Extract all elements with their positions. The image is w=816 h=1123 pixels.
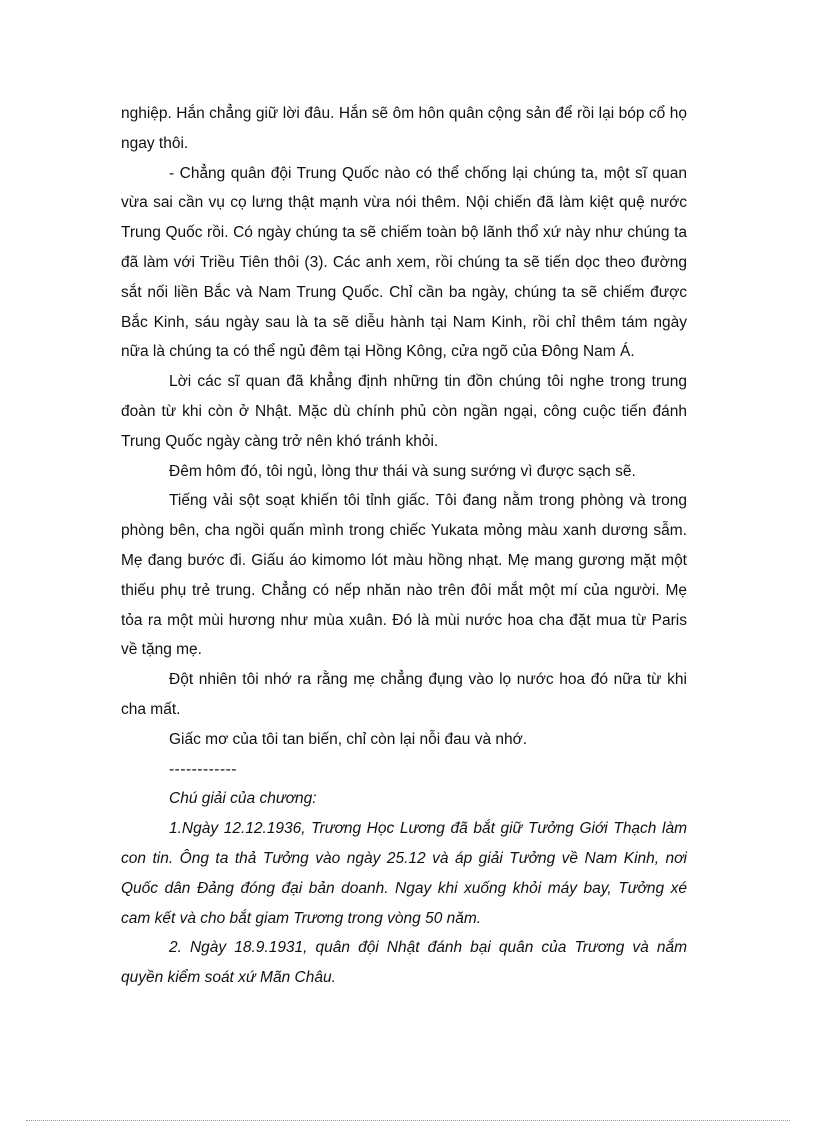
paragraph-continuation: nghiệp. Hắn chẳng giữ lời đâu. Hắn sẽ ôm hôn quân cộng sản để rồi lại bóp cổ họ ngay thôi. [121, 105, 687, 152]
paragraph-officer-speech: - Chẳng quân đội Trung Quốc nào có thể chống lại chúng ta, một sĩ quan vừa sai cần vụ cọ lưng thật mạnh vừa nói thêm. Nội chiến đã làm kiệt quệ nước Trung Quốc rồi. Có ngày chúng ta sẽ chiếm toàn bộ lãnh thổ xứ này như chúng ta đã làm với Triều Tiên thôi (3). Các anh xem, rồi chúng ta sẽ tiến dọc theo đường sắt nối liền Bắc và Nam Trung Quốc. Chỉ cần ba ngày, chúng ta sẽ chiếm được Bắc Kinh, sáu ngày sau là ta sẽ diễu hành tại Nam Kinh, rồi chỉ thêm tám ngày nữa là chúng ta có thể ngủ đêm tại Hồng Kông, cửa ngõ của Đông Nam Á. [121, 164, 687, 361]
footnote-1: 1.Ngày 12.12.1936, Trương Học Lương đã bắt giữ Tưởng Giới Thạch làm con tin. Ông ta thả Tưởng vào ngày 25.12 và áp giải Tưởng về Nam Kinh, nơi Quốc dân Đảng đóng đại bản doanh. Ngay khi xuống khỏi máy bay, Tưởng xé cam kết và cho bắt giam Trương trong vòng 50 năm. [121, 820, 687, 927]
page-bottom-border [26, 1120, 790, 1121]
footnote-2: 2. Ngày 18.9.1931, quân đội Nhật đánh bại quân của Trương và nắm quyền kiểm soát xứ Mãn Châu. [121, 939, 687, 987]
section-separator: ------------ [169, 760, 237, 778]
paragraph-dream-ends: Giấc mơ của tôi tan biến, chỉ còn lại nỗi đau và nhớ. [169, 730, 528, 748]
page-body [121, 99, 687, 993]
paragraph-dream: Tiếng vải sột soạt khiến tôi tỉnh giấc. Tôi đang nằm trong phòng và trong phòng bên, cha ngồi quấn mình trong chiếc Yukata mỏng màu xanh dương sẫm. Mẹ đang bước đi. Giấu áo kimomo lót màu hồng nhạt. Mẹ mang gương mặt một thiếu phụ trẻ trung. Chẳng có nếp nhăn nào trên đôi mắt một mí của người. Mẹ tỏa ra một mùi hương như mùa xuân. Đó là mùi nước hoa cha đặt mua từ Paris về tặng mẹ. [121, 492, 687, 659]
paragraph-rumors: Lời các sĩ quan đã khẳng định những tin đồn chúng tôi nghe trong trung đoàn từ khi còn ở Nhật. Mặc dù chính phủ còn ngần ngại, công cuộc tiến đánh Trung Quốc ngày càng trở nên khó tránh khỏi. [121, 373, 687, 450]
paragraph-perfume: Đột nhiên tôi nhớ ra rằng mẹ chẳng đụng vào lọ nước hoa đó nữa từ khi cha mất. [121, 671, 687, 718]
notes-heading: Chú giải của chương: [169, 790, 317, 808]
paragraph-night: Đêm hôm đó, tôi ngủ, lòng thư thái và sung sướng vì được sạch sẽ. [169, 462, 636, 480]
